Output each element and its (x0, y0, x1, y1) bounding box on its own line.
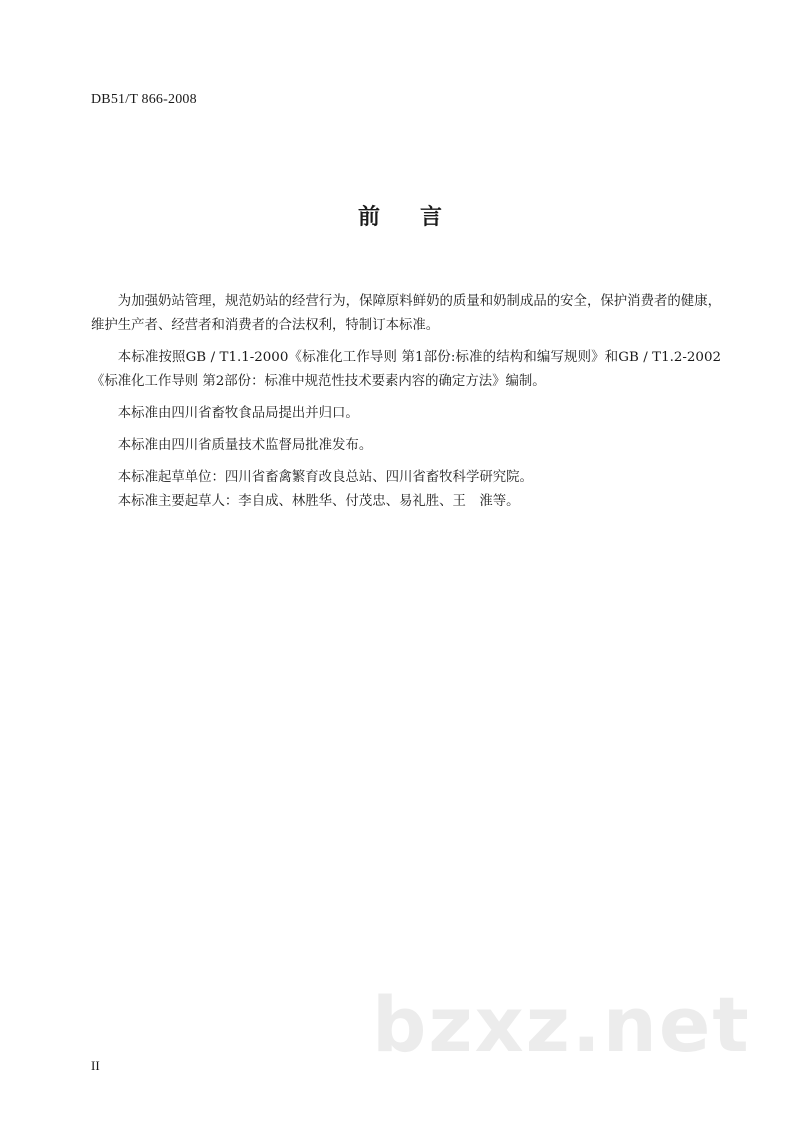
paragraph: 本标准起草单位：四川省畜禽繁育改良总站、四川省畜牧科学研究院。 (117, 470, 533, 485)
title-char-1: 前 (357, 205, 380, 230)
paragraph: 本标准由四川省畜牧食品局提出并归口。 (117, 406, 359, 421)
paragraph: 为加强奶站管理，规范奶站的经营行为，保障原料鲜奶的质量和奶制成品的安全，保护消费者的健康，维护生产者、经营者和消费者的合法权利，特制订本标准。 (91, 294, 721, 333)
paragraph: 本标准由四川省质量技术监督局批准发布。 (117, 438, 373, 453)
page-title (0, 200, 800, 231)
paragraph: 本标准按照GB / T1.1-2000《标准化工作导则 第1部份:标准的结构和编写规则》和GB / T1.2-2002《标准化工作导则 第2部份：标准中规范性技术要素内容的确定方法》编制。 (91, 350, 721, 389)
watermark: bzxz.net (372, 980, 751, 1069)
document-code: DB51/T 866-2008 (91, 92, 197, 107)
title-char-2: 言 (420, 205, 443, 230)
paragraph: 本标准主要起草人：李自成、林胜华、付茂忠、易礼胜、王 淮等。 (117, 494, 520, 509)
foreword-body (91, 290, 721, 514)
page-number: II (91, 1058, 100, 1073)
